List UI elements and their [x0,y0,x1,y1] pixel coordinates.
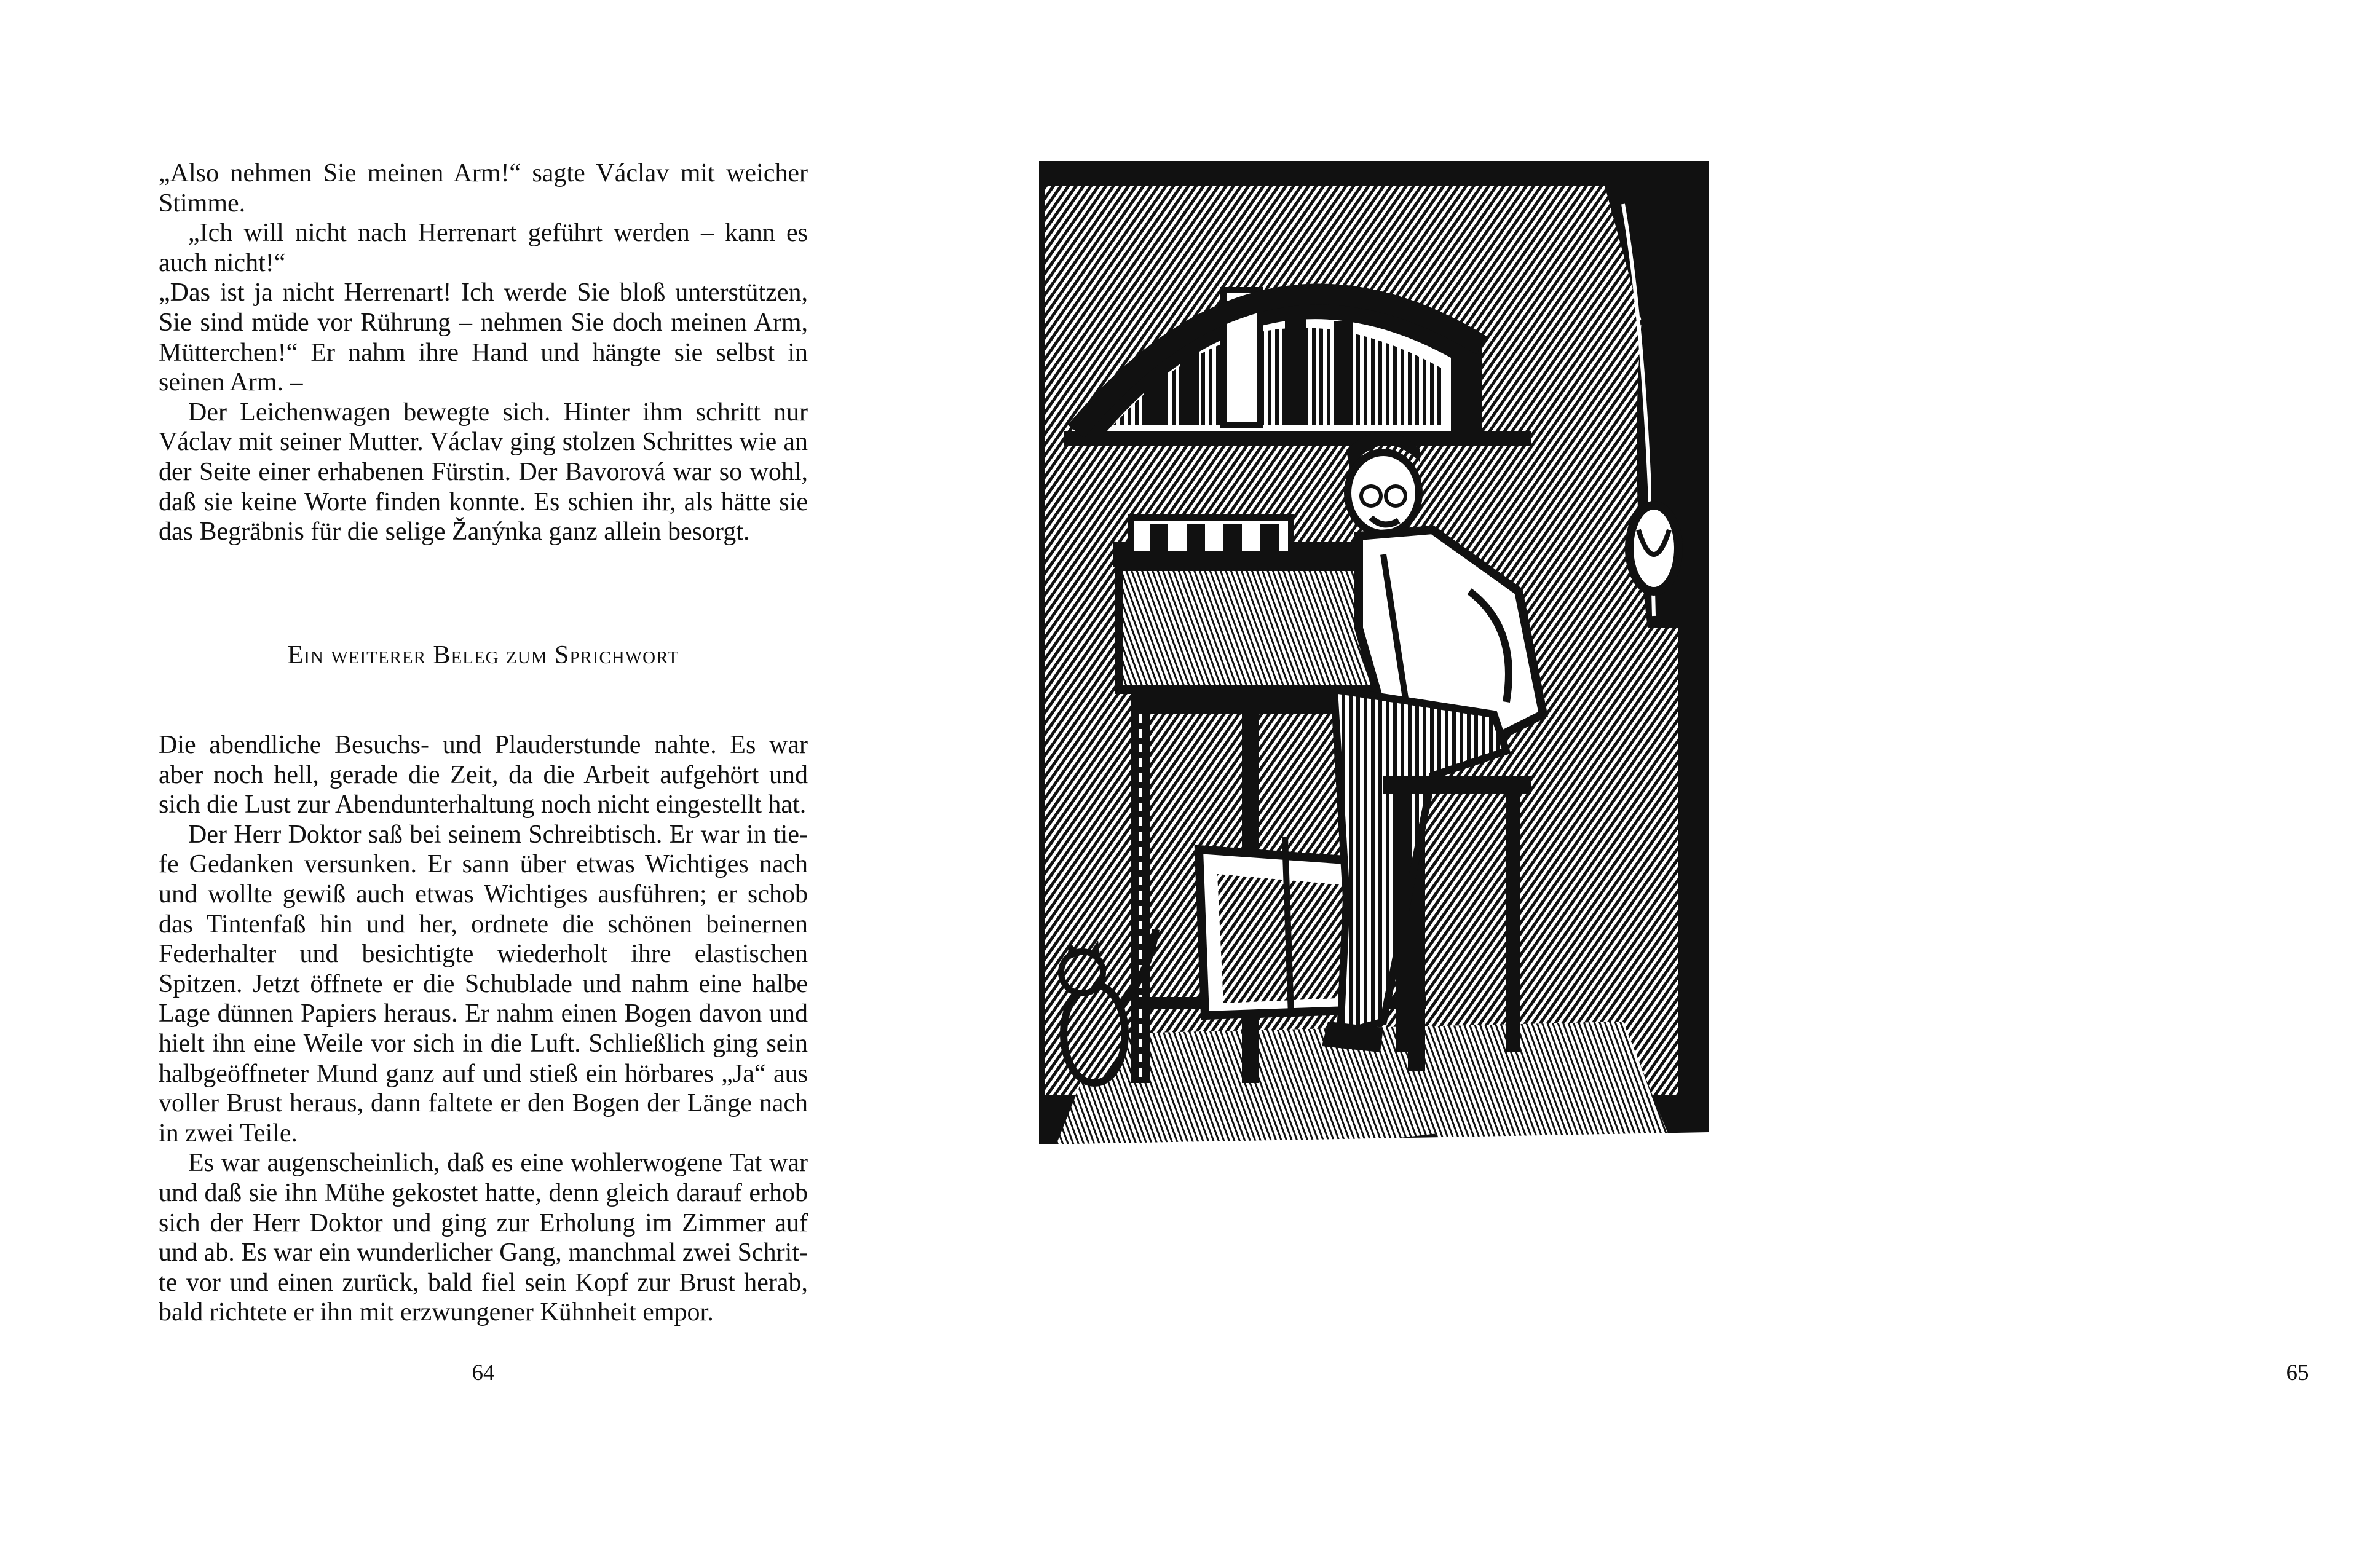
paragraph: „Das ist ja nicht Herrenart! Ich werde Sie bloß unterstützen, Sie sind müde vor Rührung – nehmen Sie doch meinen Arm, Mütterchen!“ Er nahm ihre Hand und hängte sie selbst in seinen Arm. – [159,278,808,397]
text-block-top [159,159,808,547]
paragraph: „Also nehmen Sie meinen Arm!“ sagte Václav mit weicher Stimme. [159,159,808,218]
paragraph: Es war augenscheinlich, daß es eine wohlerwogene Tat war und daß sie ihn Mühe gekostet hatte, denn gleich darauf erhob sich der Herr Doktor und ging zur Erholung im Zimmer auf und ab. Es war ein wunderlicher Gang, manchmal zwei Schritte vor und einen zurück, bald fiel sein Kopf zur Brust herab, bald richtete er ihn mit erzwungener Kühnheit empor. [159,1149,808,1327]
paragraph: „Ich will nicht nach Herrenart geführt werden – kann es auch nicht!“ [159,219,808,277]
paragraph: Die abendliche Besuchs- und Plauderstunde nahte. Es war aber noch hell, gerade die Zeit, da die Arbeit aufgehört und sich die Lust zur Abendunterhaltung noch nicht eingestellt hat. [159,731,808,819]
page-number-left: 64 [472,1360,495,1385]
chapter-title: Ein weiterer Beleg zum Sprichwort [287,641,679,669]
left-page [0,0,922,1568]
paragraph: Der Leichenwagen bewegte sich. Hinter ihm schritt nur Václav mit seiner Mutter. Václav ging stolzen Schrittes wie an der Seite einer erhabenen Fürstin. Der Bavorová war so wohl, daß sie keine Worte finden konnte. Es schien ihr, als hätte sie das Begräbnis für die selige Žanýnka ganz allein besorgt. [159,398,808,546]
woodcut-illustration [1039,161,1709,1286]
paragraph: Der Herr Doktor saß bei seinem Schreibtisch. Er war in tiefe Gedanken versunken. Er sann über etwas Wichtiges nach und wollte gewiß auch etwas Wichtiges ausführen; er schob das Tintenfaß hin und her, ordnete die schönen beinernen Federhalter und besichtigte wiederholt ihre elastischen Spitzen. Jetzt öffnete er die Schublade und nahm eine halbe Lage dünnen Papiers heraus. Er nahm einen Bogen davon und hielt ihn eine Weile vor sich in die Luft. Schließlich ging sein halbgeöffneter Mund ganz auf und stieß ein hörbares „Ja“ aus voller Brust heraus, dann faltete er den Bogen der Länge nach in zwei Teile. [159,820,808,1148]
text-block-bottom [159,730,808,1328]
page-number-right: 65 [2286,1360,2309,1385]
